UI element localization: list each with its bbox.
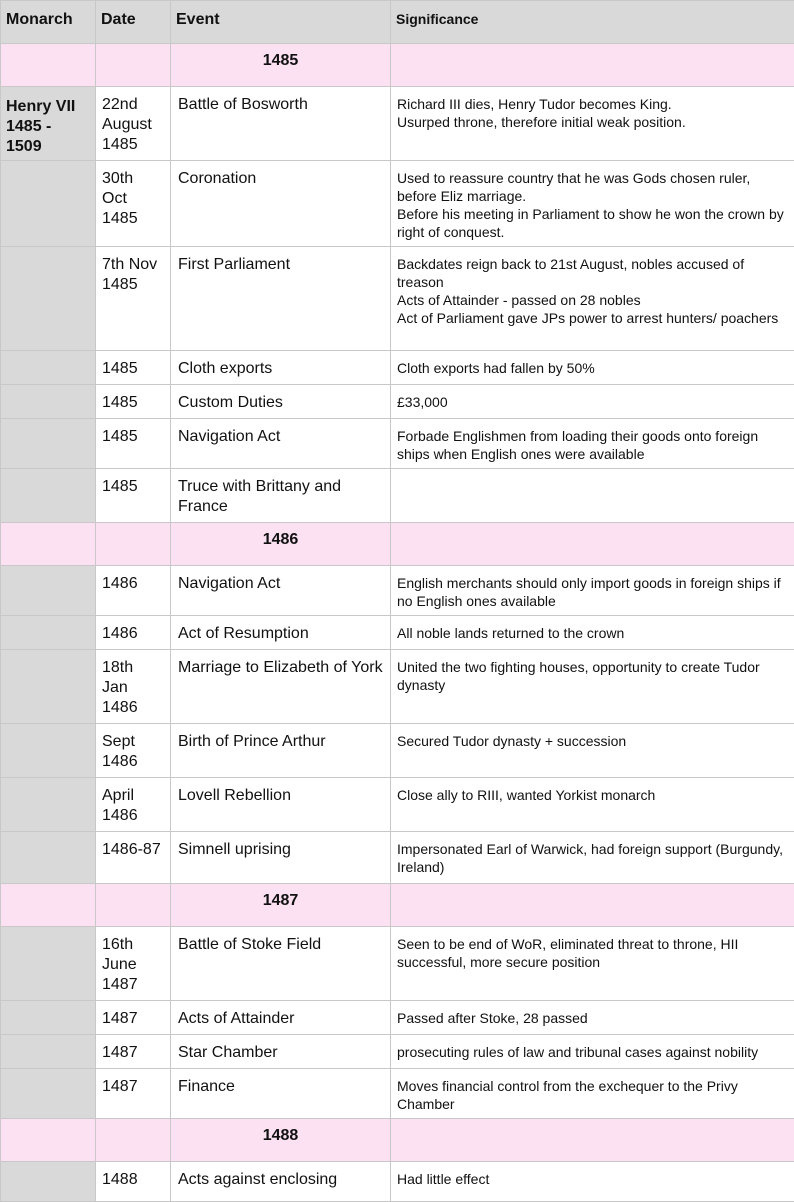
event-cell: Star Chamber [171,1035,391,1069]
significance-cell [391,778,794,832]
date-cell [96,778,171,832]
monarch-cell [1,161,96,247]
significance-cell [391,419,794,469]
table-row [1,87,794,161]
monarch-cell [1,385,96,419]
significance-line: Richard III dies, Henry Tudor becomes King. [397,95,788,113]
event-cell: First Parliament [171,247,391,351]
monarch-end: 1509 [6,137,90,157]
significance-line: Used to reassure country that he was Gods chosen ruler, before Eliz marriage. [397,169,788,205]
date-line: 1485 [102,135,165,155]
significance-cell [391,724,794,778]
year-row [1,523,794,566]
date-cell [96,927,171,1001]
significance-line: Act of Parliament gave JPs power to arrest hunters/ poachers [397,309,788,327]
date-cell [96,616,171,650]
significance-cell [391,832,794,884]
significance-cell [391,1035,794,1069]
significance-line: Passed after Stoke, 28 passed [397,1009,788,1027]
header-significance: Significance [391,1,794,44]
event-cell: Marriage to Elizabeth of York [171,650,391,724]
monarch-cell [1,351,96,385]
year-label: 1487 [171,884,391,927]
date-line: Jan [102,678,165,698]
significance-line: Usurped throne, therefore initial weak position. [397,113,788,131]
table-row [1,385,794,419]
significance-cell [391,927,794,1001]
significance-cell [391,469,794,523]
table-row [1,1001,794,1035]
significance-line: prosecuting rules of law and tribunal cases against nobility [397,1043,788,1061]
date-cell [96,650,171,724]
date-line: Oct [102,189,165,209]
event-cell: Navigation Act [171,419,391,469]
date-line: 1486 [102,752,165,772]
monarch-name: Henry VII [6,97,90,117]
significance-line: Had little effect [397,1170,788,1188]
event-cell: Finance [171,1069,391,1119]
significance-line: All noble lands returned to the crown [397,624,788,642]
significance-cell [391,650,794,724]
monarch-cell [1,884,96,927]
monarch-cell [1,247,96,351]
year-date-cell [96,1119,171,1162]
header-monarch: Monarch [1,1,96,44]
significance-line: Cloth exports had fallen by 50% [397,359,788,377]
year-significance-cell [391,523,794,566]
significance-cell [391,616,794,650]
year-label: 1486 [171,523,391,566]
significance-line: Seen to be end of WoR, eliminated threat to throne, HII successful, more secure position [397,935,788,971]
monarch-cell [1,650,96,724]
significance-cell [391,87,794,161]
table-row [1,1162,794,1202]
year-date-cell [96,44,171,87]
table-row [1,1035,794,1069]
date-cell [96,161,171,247]
significance-cell [391,1069,794,1119]
event-cell: Act of Resumption [171,616,391,650]
event-cell: Birth of Prince Arthur [171,724,391,778]
monarch-cell [1,1069,96,1119]
event-cell: Acts of Attainder [171,1001,391,1035]
year-row [1,884,794,927]
table-row [1,832,794,884]
table-row [1,616,794,650]
date-line: 1485 [102,359,165,379]
date-line: 30th [102,169,165,189]
monarch-cell [1,419,96,469]
monarch-cell [1,44,96,87]
date-line: 1485 [102,275,165,295]
table-body [1,44,794,1202]
date-line: 1485 [102,427,165,447]
significance-cell [391,351,794,385]
date-line: 1487 [102,1043,165,1063]
year-date-cell [96,884,171,927]
date-cell [96,724,171,778]
table-row [1,778,794,832]
year-date-cell [96,523,171,566]
date-line: 7th Nov [102,255,165,275]
date-line: 1487 [102,1009,165,1029]
date-line: August [102,115,165,135]
monarch-cell [1,616,96,650]
monarch-cell [1,566,96,616]
significance-line: Forbade Englishmen from loading their goods onto foreign ships when English ones were available [397,427,788,463]
date-line: 1485 [102,477,165,497]
header-event: Event [171,1,391,44]
monarch-cell [1,1162,96,1202]
date-cell [96,566,171,616]
header-row [1,1,794,44]
monarch-cell [1,523,96,566]
date-cell [96,1035,171,1069]
date-line: 18th [102,658,165,678]
significance-line: Backdates reign back to 21st August, nobles accused of treason [397,255,788,291]
date-cell [96,1069,171,1119]
significance-line: United the two fighting houses, opportunity to create Tudor dynasty [397,658,788,694]
year-significance-cell [391,884,794,927]
table-row [1,247,794,351]
table-row [1,161,794,247]
table-row [1,419,794,469]
date-line: 1488 [102,1170,165,1190]
table-row [1,650,794,724]
table-row [1,351,794,385]
significance-cell [391,385,794,419]
date-cell [96,385,171,419]
date-cell [96,1001,171,1035]
table-row [1,469,794,523]
significance-cell [391,1162,794,1202]
date-cell [96,247,171,351]
significance-line: Impersonated Earl of Warwick, had foreign support (Burgundy, Ireland) [397,840,788,876]
date-cell [96,419,171,469]
monarch-cell [1,724,96,778]
date-cell [96,469,171,523]
year-row [1,1119,794,1162]
date-line: 1486 [102,698,165,718]
event-cell: Coronation [171,161,391,247]
event-cell: Simnell uprising [171,832,391,884]
monarch-cell [1,927,96,1001]
significance-line: English merchants should only import goods in foreign ships if no English ones available [397,574,788,610]
monarch-cell [1,469,96,523]
significance-line: Before his meeting in Parliament to show he won the crown by right of conquest. [397,205,788,241]
date-line: 1486 [102,574,165,594]
significance-line: Acts of Attainder - passed on 28 nobles [397,291,788,309]
table-row [1,724,794,778]
significance-cell [391,247,794,351]
monarch-cell [1,1119,96,1162]
monarch-years: 1485 - [6,117,90,137]
year-significance-cell [391,44,794,87]
significance-line: Close ally to RIII, wanted Yorkist monarch [397,786,788,804]
date-line: 16th [102,935,165,955]
date-line: 22nd [102,95,165,115]
significance-cell [391,566,794,616]
monarch-cell [1,832,96,884]
date-line: June [102,955,165,975]
date-line: 1486 [102,806,165,826]
significance-line: Moves financial control from the exchequer to the Privy Chamber [397,1077,788,1113]
monarch-cell [1,87,96,161]
date-line: 1485 [102,209,165,229]
event-cell: Acts against enclosing [171,1162,391,1202]
monarch-cell [1,1001,96,1035]
date-line: 1486-87 [102,840,165,860]
significance-line: Secured Tudor dynasty + succession [397,732,788,750]
date-line: 1485 [102,393,165,413]
significance-cell [391,161,794,247]
significance-line: £33,000 [397,393,788,411]
date-line: 1487 [102,975,165,995]
table-row [1,1069,794,1119]
year-label: 1488 [171,1119,391,1162]
date-cell [96,351,171,385]
event-cell: Battle of Bosworth [171,87,391,161]
event-cell: Battle of Stoke Field [171,927,391,1001]
table-row [1,927,794,1001]
significance-cell [391,1001,794,1035]
date-line: April [102,786,165,806]
monarch-cell [1,778,96,832]
year-label: 1485 [171,44,391,87]
date-cell [96,87,171,161]
year-row [1,44,794,87]
monarch-cell [1,1035,96,1069]
event-cell: Lovell Rebellion [171,778,391,832]
date-cell [96,1162,171,1202]
header-date: Date [96,1,171,44]
event-cell: Navigation Act [171,566,391,616]
date-cell [96,832,171,884]
date-line: 1486 [102,624,165,644]
date-line: Sept [102,732,165,752]
event-cell: Cloth exports [171,351,391,385]
event-cell: Truce with Brittany and France [171,469,391,523]
event-cell: Custom Duties [171,385,391,419]
year-significance-cell [391,1119,794,1162]
date-line: 1487 [102,1077,165,1097]
table-row [1,566,794,616]
